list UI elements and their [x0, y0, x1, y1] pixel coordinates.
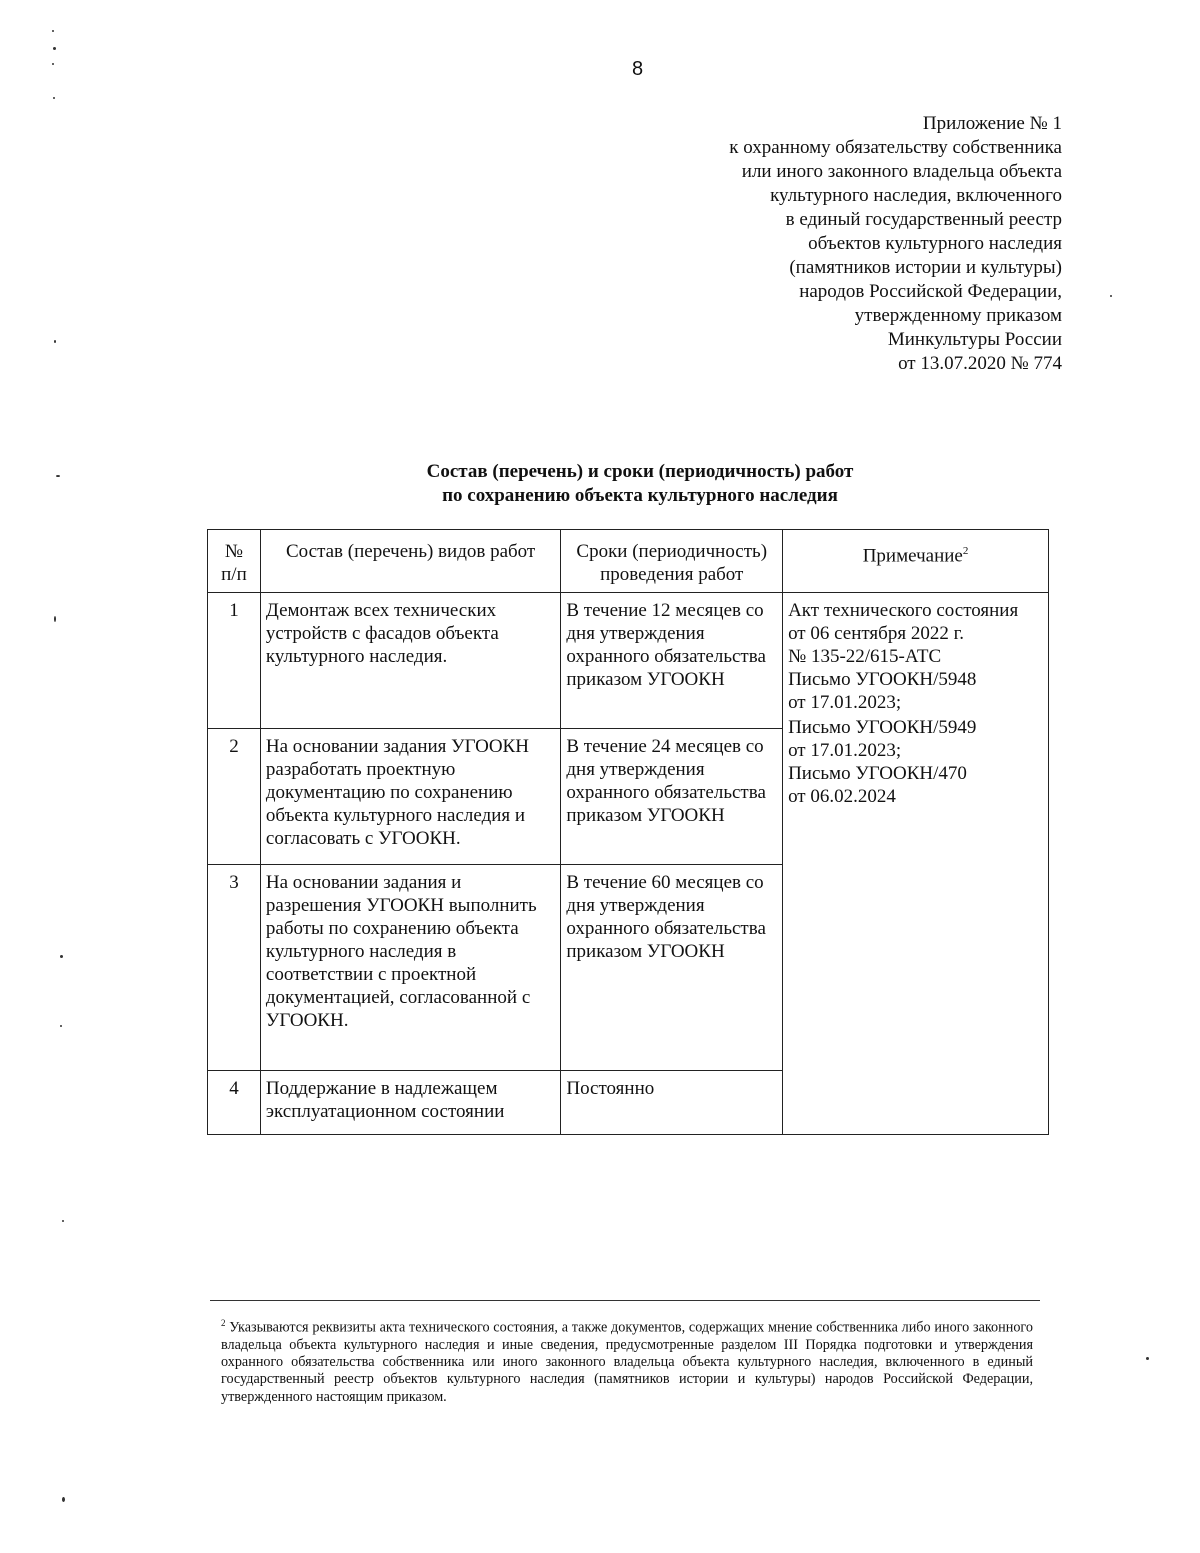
row-note: [783, 593, 1049, 1135]
scan-speck: [53, 47, 56, 50]
scan-speck: [52, 63, 54, 65]
scan-speck: [1146, 1357, 1149, 1360]
row-works: На основании задания УГООКН разработать проектную документацию по сохранению объекта культурного наследия и согласовать с УГООКН.: [260, 729, 560, 865]
footnote-marker: 2: [221, 1318, 226, 1328]
row-number: 1: [208, 593, 261, 729]
scan-speck: [54, 340, 56, 343]
note-line: от 17.01.2023;: [788, 692, 902, 713]
row-terms: Постоянно: [561, 1071, 783, 1135]
row-number: 2: [208, 729, 261, 865]
footnote-text: Указываются реквизиты акта технического состояния, а также документов, содержащих мнение собственника либо иного законного владельца объекта культурного наследия и иные сведения, предусмотренные разделом III Порядка подготовки и утверждения охранного обязательства собственника или иного законного владельца объекта культурного наследия, включенного в единый государственный реестр объектов культурного наследия (памятников истории и культуры) народов Российской Федерации, утвержденного настоящим приказом.: [221, 1319, 1033, 1405]
footnote-ref: 2: [962, 545, 969, 557]
scan-speck: [62, 1220, 64, 1222]
row-works: На основании задания и разрешения УГООКН выполнить работы по сохранению объекта культурного наследия в соответствии с проектной документацией, согласованной с УГООКН.: [260, 865, 560, 1071]
scan-speck: [56, 475, 60, 477]
row-terms: В течение 24 месяцев со дня утверждения охранного обязательства приказом УГООКН: [561, 729, 783, 865]
works-table: [207, 529, 1049, 1135]
appendix-line: объектов культурного наследия: [808, 233, 1062, 254]
scan-speck: [60, 1025, 62, 1027]
header-note: [783, 530, 1049, 593]
row-terms: В течение 60 месяцев со дня утверждения охранного обязательства приказом УГООКН: [561, 865, 783, 1071]
appendix-line: утвержденному приказом: [854, 305, 1062, 326]
note-line: Письмо УГООКН/5948: [788, 669, 977, 690]
header-terms: Сроки (периодичность) проведения работ: [561, 530, 783, 593]
title-line-2: по сохранению объекта культурного наследия: [442, 485, 838, 506]
header-number-line-1: №: [224, 541, 244, 562]
note-line: Письмо УГООКН/470: [788, 763, 967, 784]
appendix-line: или иного законного владельца объекта: [741, 161, 1062, 182]
scan-speck: [53, 97, 55, 99]
note-line: № 135-22/615-АТС: [788, 646, 942, 667]
scan-speck: [62, 1497, 65, 1502]
footnote: [221, 1315, 1033, 1406]
appendix-line: в единый государственный реестр: [785, 209, 1062, 230]
title-line-1: Состав (перечень) и сроки (периодичность) работ: [426, 461, 854, 482]
header-note-label: Примечание: [862, 545, 963, 567]
appendix-line: к охранному обязательству собственника: [729, 137, 1062, 158]
appendix-line: народов Российской Федерации,: [799, 281, 1062, 302]
appendix-line: культурного наследия, включенного: [770, 185, 1062, 206]
header-works: Состав (перечень) видов работ: [260, 530, 560, 593]
document-title: [210, 460, 1070, 508]
row-works: Демонтаж всех технических устройств с фасадов объекта культурного наследия.: [260, 593, 560, 729]
scan-speck: [60, 955, 63, 958]
note-line: Акт технического состояния: [788, 600, 1019, 621]
note-line: от 06.02.2024: [788, 786, 896, 807]
appendix-line: от 13.07.2020 № 774: [898, 353, 1062, 374]
appendix-header: [729, 112, 1062, 376]
scan-speck: [1110, 295, 1112, 297]
row-number: 3: [208, 865, 261, 1071]
row-number: 4: [208, 1071, 261, 1135]
footnote-divider: [210, 1300, 1040, 1301]
page-number: 8: [631, 58, 644, 80]
scan-speck: [54, 616, 56, 622]
table-header-row: [208, 530, 1049, 593]
scan-speck: [52, 30, 54, 32]
note-line: Письмо УГООКН/5949: [788, 717, 977, 738]
note-line: от 17.01.2023;: [788, 740, 902, 761]
appendix-line: (памятников истории и культуры): [789, 257, 1062, 278]
table-row: [208, 593, 1049, 729]
header-number: [208, 530, 261, 593]
row-works: Поддержание в надлежащем эксплуатационном состоянии: [260, 1071, 560, 1135]
header-number-line-2: п/п: [221, 564, 247, 585]
appendix-line: Минкультуры России: [887, 329, 1062, 350]
note-line: от 06 сентября 2022 г.: [788, 623, 964, 644]
appendix-line: Приложение № 1: [922, 113, 1062, 134]
row-terms: В течение 12 месяцев со дня утверждения охранного обязательства приказом УГООКН: [561, 593, 783, 729]
